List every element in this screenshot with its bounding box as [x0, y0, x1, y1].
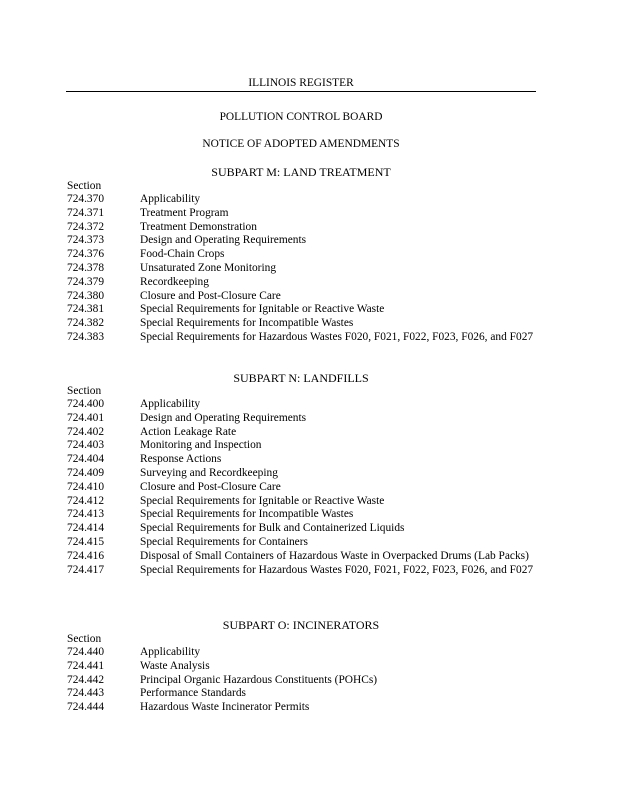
subpart-m-toc [67, 193, 537, 345]
section-number: 724.410 [67, 480, 105, 493]
toc-row [67, 331, 537, 345]
section-title: Monitoring and Inspection [140, 439, 262, 452]
section-title: Action Leakage Rate [140, 425, 237, 438]
section-title: Food-Chain Crops [140, 248, 225, 261]
toc-row [67, 536, 537, 550]
toc-row [67, 262, 537, 276]
section-title: Waste Analysis [140, 659, 210, 672]
section-number: 724.441 [67, 659, 105, 672]
subpart-n-heading: SUBPART N: LANDFILLS [233, 371, 369, 385]
notice-title: NOTICE OF ADOPTED AMENDMENTS [202, 138, 400, 150]
toc-row [67, 290, 537, 304]
section-number: 724.404 [67, 453, 105, 466]
toc-row [67, 481, 537, 495]
section-title: Response Actions [140, 453, 222, 466]
section-number: 724.370 [67, 193, 105, 205]
subpart-n-toc [67, 398, 537, 577]
section-title: Recordkeeping [140, 275, 209, 288]
section-title: Special Requirements for Ignitable or Reactive Waste [140, 494, 385, 507]
section-title: Closure and Post-Closure Care [140, 289, 281, 302]
section-title: Special Requirements for Hazardous Wastes F020, F021, F022, F023, F026, and F027 [140, 330, 534, 343]
section-title: Applicability [140, 646, 201, 658]
section-number: 724.416 [67, 549, 105, 562]
section-number: 724.379 [67, 275, 105, 288]
toc-row [67, 303, 537, 317]
section-number: 724.400 [67, 398, 105, 410]
subpart-m-heading: SUBPART M: LAND TREATMENT [211, 165, 391, 179]
toc-row [67, 398, 537, 412]
section-title: Surveying and Recordkeeping [140, 466, 278, 479]
section-title: Special Requirements for Incompatible Wastes [140, 317, 354, 330]
section-title: Applicability [140, 193, 201, 205]
section-number: 724.412 [67, 494, 105, 507]
header-rule [66, 91, 536, 92]
section-title: Closure and Post-Closure Care [140, 480, 281, 493]
section-title: Treatment Program [140, 206, 229, 219]
toc-row [67, 522, 537, 536]
toc-row [67, 564, 537, 578]
section-title: Design and Operating Requirements [140, 411, 307, 424]
toc-row [67, 221, 537, 235]
section-title: Special Requirements for Hazardous Wastes F020, F021, F022, F023, F026, and F027 [140, 563, 534, 576]
section-number: 724.442 [67, 673, 105, 686]
toc-row [67, 193, 537, 207]
section-number: 724.402 [67, 425, 105, 438]
section-title: Principal Organic Hazardous Constituents (POHCs) [140, 673, 378, 686]
section-number: 724.444 [67, 701, 105, 714]
section-title: Design and Operating Requirements [140, 234, 307, 247]
section-number: 724.373 [67, 234, 105, 247]
section-number: 724.409 [67, 466, 105, 479]
section-number: 724.371 [67, 206, 105, 219]
section-title: Applicability [140, 398, 201, 410]
section-number: 724.376 [67, 248, 105, 261]
section-number: 724.403 [67, 439, 105, 452]
toc-row [67, 467, 537, 481]
section-number: 724.382 [67, 317, 105, 330]
toc-row [67, 248, 537, 262]
subpart-o-heading: SUBPART O: INCINERATORS [222, 618, 380, 632]
toc-row [67, 687, 537, 701]
section-number: 724.381 [67, 303, 105, 316]
section-title: Disposal of Small Containers of Hazardous Waste in Overpacked Drums (Lab Packs) [140, 549, 529, 562]
toc-row [67, 207, 537, 221]
section-title: Special Requirements for Incompatible Wastes [140, 508, 354, 521]
toc-row [67, 426, 537, 440]
section-number: 724.440 [67, 646, 105, 658]
section-title: Unsaturated Zone Monitoring [140, 261, 277, 274]
subpart-o-toc [67, 646, 537, 715]
agency-name: POLLUTION CONTROL BOARD [219, 111, 383, 123]
section-title: Special Requirements for Ignitable or Reactive Waste [140, 303, 385, 316]
toc-row [67, 674, 537, 688]
toc-row [67, 453, 537, 467]
subpart-m-section-label: Section [67, 180, 102, 192]
section-number: 724.414 [67, 522, 105, 535]
toc-row [67, 550, 537, 564]
toc-row [67, 234, 537, 248]
toc-row [67, 412, 537, 426]
toc-row [67, 439, 537, 453]
section-number: 724.401 [67, 411, 105, 424]
section-number: 724.372 [67, 220, 105, 233]
subpart-n-section-label: Section [67, 385, 102, 397]
section-title: Performance Standards [140, 687, 246, 700]
section-number: 724.415 [67, 535, 105, 548]
section-number: 724.413 [67, 508, 105, 521]
section-title: Special Requirements for Bulk and Containerized Liquids [140, 522, 405, 535]
toc-row [67, 317, 537, 331]
section-number: 724.380 [67, 289, 105, 302]
toc-row [67, 701, 537, 715]
section-number: 724.378 [67, 261, 105, 274]
toc-row [67, 646, 537, 660]
toc-row [67, 495, 537, 509]
subpart-o-section-label: Section [67, 633, 102, 645]
toc-row [67, 276, 537, 290]
toc-row [67, 660, 537, 674]
register-title: ILLINOIS REGISTER [248, 77, 354, 89]
section-title: Special Requirements for Containers [140, 535, 308, 548]
toc-row [67, 508, 537, 522]
section-number: 724.417 [67, 563, 105, 576]
section-title: Treatment Demonstration [140, 220, 257, 233]
section-title: Hazardous Waste Incinerator Permits [140, 701, 310, 714]
section-number: 724.443 [67, 687, 105, 700]
section-number: 724.383 [67, 330, 105, 343]
